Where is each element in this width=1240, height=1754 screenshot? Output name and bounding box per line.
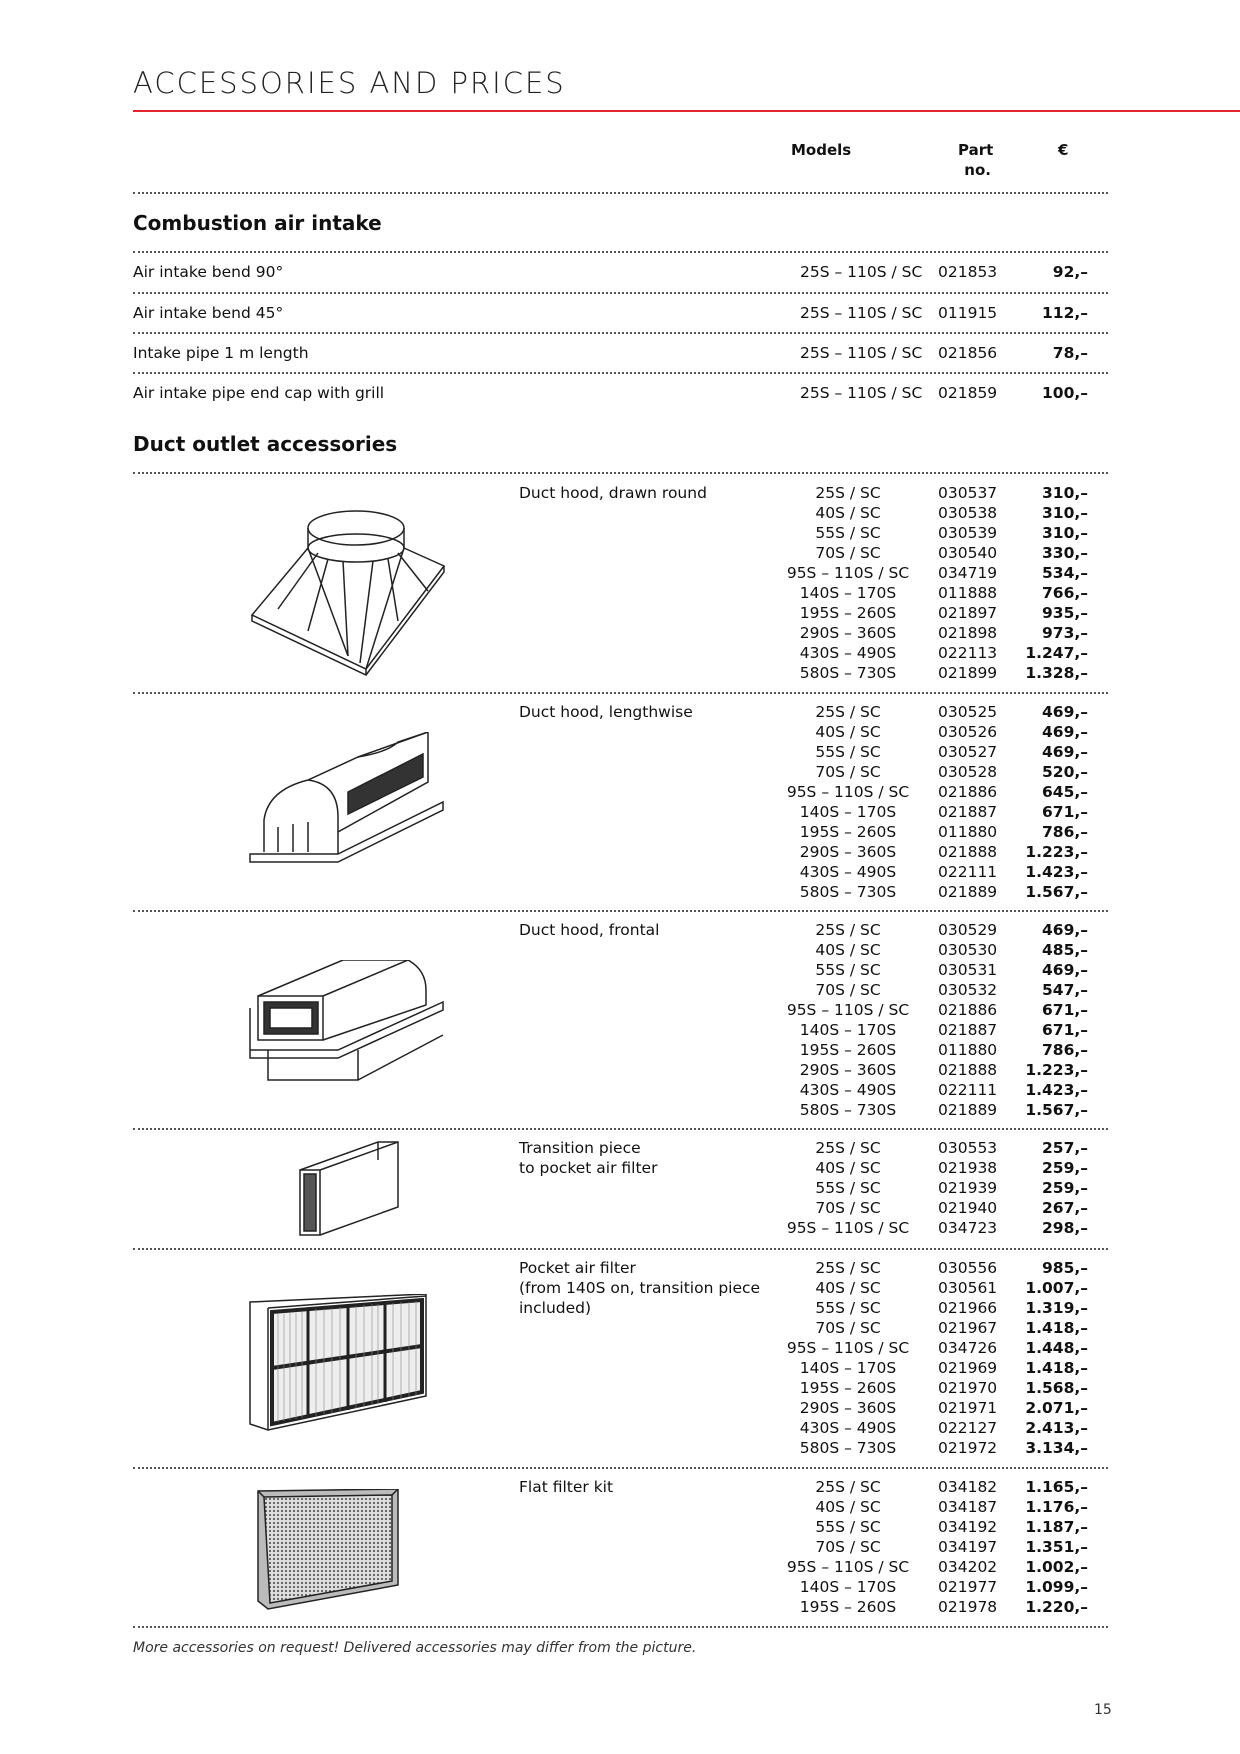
item-part-no: 011915 <box>938 304 998 322</box>
item-model: 580S – 730S <box>799 883 897 901</box>
item-part-no: 021977 <box>938 1578 998 1596</box>
item-model: 580S – 730S <box>799 1439 897 1457</box>
item-part-no: 030527 <box>938 743 998 761</box>
item-part-no: 034719 <box>938 564 998 582</box>
table-row <box>133 1258 1108 1278</box>
item-price: 469,– <box>1042 921 1088 939</box>
page-title: ACCESSORIES AND PRICES <box>133 66 566 100</box>
item-price: 645,– <box>1042 783 1088 801</box>
item-part-no: 030531 <box>938 961 998 979</box>
item-price: 3.134,– <box>1025 1439 1088 1457</box>
section-title-duct-outlet: Duct outlet accessories <box>133 432 398 456</box>
item-part-no: 021887 <box>938 1021 998 1039</box>
item-part-no: 022127 <box>938 1419 998 1437</box>
header-currency: € <box>1058 141 1069 159</box>
item-part-no: 011888 <box>938 584 998 602</box>
item-name: Air intake bend 90° <box>133 263 284 281</box>
divider <box>133 1128 1108 1130</box>
item-model: 40S / SC <box>815 1159 881 1177</box>
item-part-no: 030537 <box>938 484 998 502</box>
item-part-no: 021969 <box>938 1359 998 1377</box>
item-part-no: 021856 <box>938 344 998 362</box>
item-name: Duct hood, frontal <box>519 921 660 939</box>
item-model: 55S / SC <box>815 524 881 542</box>
accessory-duct-hood-frontal <box>133 920 1108 1120</box>
item-rows <box>133 702 1108 902</box>
item-price: 1.448,– <box>1025 1339 1088 1357</box>
item-model: 25S / SC <box>815 921 881 939</box>
item-price: 1.568,– <box>1025 1379 1088 1397</box>
table-row <box>133 980 1108 1000</box>
item-part-no: 030528 <box>938 763 998 781</box>
table-row <box>133 1158 1108 1178</box>
item-model: 580S – 730S <box>799 664 897 682</box>
item-model: 40S / SC <box>815 723 881 741</box>
table-row <box>133 1100 1108 1120</box>
item-price: 1.099,– <box>1025 1578 1088 1596</box>
item-price: 1.351,– <box>1025 1538 1088 1556</box>
item-model: 25S – 110S / SC <box>800 304 923 322</box>
item-price: 1.223,– <box>1025 1061 1088 1079</box>
table-row <box>133 1080 1108 1100</box>
item-price: 1.165,– <box>1025 1478 1088 1496</box>
footnote: More accessories on request! Delivered accessories may differ from the picture. <box>133 1640 697 1656</box>
item-model: 95S – 110S / SC <box>786 1339 910 1357</box>
item-part-no: 030532 <box>938 981 998 999</box>
item-price: 1.220,– <box>1025 1598 1088 1616</box>
item-model: 95S – 110S / SC <box>786 564 910 582</box>
divider <box>133 251 1108 253</box>
item-part-no: 021888 <box>938 1061 998 1079</box>
item-price: 973,– <box>1042 624 1088 642</box>
table-row <box>133 263 1108 285</box>
table-row <box>133 643 1108 663</box>
table-row <box>133 1398 1108 1418</box>
item-name-line1: Transition piece <box>519 1139 641 1157</box>
item-model: 25S – 110S / SC <box>800 384 923 402</box>
table-row <box>133 344 1108 366</box>
item-name-line2: (from 140S on, transition piece <box>519 1279 761 1297</box>
header-part-line1: Part <box>958 141 994 159</box>
item-model: 95S – 110S / SC <box>786 783 910 801</box>
item-price: 1.002,– <box>1025 1558 1088 1576</box>
item-model: 55S / SC <box>815 1179 881 1197</box>
item-model: 195S – 260S <box>799 1041 897 1059</box>
item-model: 25S – 110S / SC <box>800 344 923 362</box>
item-name: Flat filter kit <box>519 1478 614 1496</box>
item-price: 469,– <box>1042 703 1088 721</box>
table-row <box>133 1557 1108 1577</box>
item-price: 1.319,– <box>1025 1299 1088 1317</box>
item-model: 55S / SC <box>815 1299 881 1317</box>
item-model: 40S / SC <box>815 504 881 522</box>
item-model: 95S – 110S / SC <box>786 1001 910 1019</box>
item-price: 1.176,– <box>1025 1498 1088 1516</box>
divider <box>133 372 1108 374</box>
item-model: 430S – 490S <box>799 1081 897 1099</box>
item-price: 1.418,– <box>1025 1359 1088 1377</box>
item-name: Duct hood, lengthwise <box>519 703 693 721</box>
table-row <box>133 1438 1108 1458</box>
item-price: 310,– <box>1042 524 1088 542</box>
item-model: 70S / SC <box>815 1199 881 1217</box>
item-model: 95S – 110S / SC <box>786 1219 910 1237</box>
item-part-no: 021887 <box>938 803 998 821</box>
item-model: 40S / SC <box>815 1279 881 1297</box>
item-price: 1.423,– <box>1025 863 1088 881</box>
item-model: 195S – 260S <box>799 1379 897 1397</box>
item-model: 140S – 170S <box>799 1359 897 1377</box>
table-row <box>133 1537 1108 1557</box>
item-part-no: 022113 <box>938 644 998 662</box>
item-model: 25S / SC <box>815 703 881 721</box>
table-row <box>133 663 1108 683</box>
item-part-no: 022111 <box>938 1081 998 1099</box>
item-model: 70S / SC <box>815 1538 881 1556</box>
item-part-no: 021899 <box>938 664 998 682</box>
item-part-no: 021967 <box>938 1319 998 1337</box>
item-part-no: 021978 <box>938 1598 998 1616</box>
header-part <box>958 140 993 180</box>
item-price: 92,– <box>1052 263 1088 281</box>
divider <box>133 292 1108 294</box>
item-part-no: 021859 <box>938 384 998 402</box>
item-name: Air intake bend 45° <box>133 304 284 322</box>
item-part-no: 034723 <box>938 1219 998 1237</box>
item-price: 671,– <box>1042 803 1088 821</box>
divider <box>133 910 1108 912</box>
table-row <box>133 762 1108 782</box>
table-row <box>133 1378 1108 1398</box>
table-row <box>133 1000 1108 1020</box>
table-row <box>133 1358 1108 1378</box>
item-model: 195S – 260S <box>799 604 897 622</box>
table-row <box>133 742 1108 762</box>
table-row <box>133 583 1108 603</box>
item-model: 25S / SC <box>815 1478 881 1496</box>
header-models: Models <box>791 141 852 159</box>
item-price: 1.223,– <box>1025 843 1088 861</box>
item-part-no: 021898 <box>938 624 998 642</box>
item-part-no: 030556 <box>938 1259 998 1277</box>
item-part-no: 021971 <box>938 1399 998 1417</box>
item-price: 520,– <box>1042 763 1088 781</box>
item-model: 140S – 170S <box>799 803 897 821</box>
title-rule <box>133 110 1240 112</box>
divider <box>133 1248 1108 1250</box>
item-model: 140S – 170S <box>799 584 897 602</box>
item-name-line2: to pocket air filter <box>519 1159 658 1177</box>
table-row <box>133 1020 1108 1040</box>
item-price: 985,– <box>1042 1259 1088 1277</box>
item-part-no: 030538 <box>938 504 998 522</box>
item-model: 70S / SC <box>815 544 881 562</box>
item-model: 25S / SC <box>815 1139 881 1157</box>
item-model: 70S / SC <box>815 981 881 999</box>
item-price: 766,– <box>1042 584 1088 602</box>
item-part-no: 021889 <box>938 883 998 901</box>
item-name-line1: Pocket air filter <box>519 1259 636 1277</box>
table-row <box>133 1040 1108 1060</box>
item-price: 1.567,– <box>1025 883 1088 901</box>
item-part-no: 030530 <box>938 941 998 959</box>
table-row <box>133 523 1108 543</box>
item-price: 1.418,– <box>1025 1319 1088 1337</box>
item-rows <box>133 1477 1108 1617</box>
table-row <box>133 842 1108 862</box>
item-part-no: 021889 <box>938 1101 998 1119</box>
item-part-no: 034187 <box>938 1498 998 1516</box>
table-row <box>133 1338 1108 1358</box>
table-row <box>133 603 1108 623</box>
item-model: 140S – 170S <box>799 1578 897 1596</box>
item-part-no: 030529 <box>938 921 998 939</box>
item-model: 195S – 260S <box>799 1598 897 1616</box>
item-part-no: 034192 <box>938 1518 998 1536</box>
item-price: 2.071,– <box>1025 1399 1088 1417</box>
item-part-no: 034182 <box>938 1478 998 1496</box>
table-row <box>133 1060 1108 1080</box>
item-part-no: 030526 <box>938 723 998 741</box>
divider <box>133 472 1108 474</box>
table-row <box>133 862 1108 882</box>
item-price: 1.423,– <box>1025 1081 1088 1099</box>
table-row <box>133 1278 1108 1298</box>
accessory-duct-hood-lengthwise <box>133 702 1108 902</box>
item-price: 469,– <box>1042 961 1088 979</box>
table-row <box>133 722 1108 742</box>
item-price: 259,– <box>1042 1179 1088 1197</box>
item-part-no: 021938 <box>938 1159 998 1177</box>
item-model: 95S – 110S / SC <box>786 1558 910 1576</box>
table-row <box>133 1477 1108 1497</box>
item-price: 671,– <box>1042 1001 1088 1019</box>
table-row <box>133 702 1108 722</box>
item-model: 290S – 360S <box>799 1399 897 1417</box>
item-price: 786,– <box>1042 1041 1088 1059</box>
header-part-line2: no. <box>964 161 991 179</box>
item-part-no: 030539 <box>938 524 998 542</box>
table-row <box>133 802 1108 822</box>
item-model: 40S / SC <box>815 941 881 959</box>
table-row <box>133 1517 1108 1537</box>
accessory-flat-filter-kit <box>133 1477 1108 1627</box>
item-price: 469,– <box>1042 723 1088 741</box>
item-part-no: 021970 <box>938 1379 998 1397</box>
item-part-no: 011880 <box>938 823 998 841</box>
divider <box>133 692 1108 694</box>
item-price: 534,– <box>1042 564 1088 582</box>
item-price: 1.007,– <box>1025 1279 1088 1297</box>
item-price: 257,– <box>1042 1139 1088 1157</box>
accessory-pocket-air-filter <box>133 1258 1108 1458</box>
item-model: 25S – 110S / SC <box>800 263 923 281</box>
item-name: Duct hood, drawn round <box>519 484 707 502</box>
table-row <box>133 1178 1108 1198</box>
table-row <box>133 1418 1108 1438</box>
divider <box>133 1626 1108 1628</box>
item-model: 430S – 490S <box>799 863 897 881</box>
accessory-duct-hood-round <box>133 483 1108 683</box>
divider <box>133 1467 1108 1469</box>
table-row <box>133 503 1108 523</box>
item-price: 78,– <box>1052 344 1088 362</box>
item-part-no: 021940 <box>938 1199 998 1217</box>
item-model: 290S – 360S <box>799 624 897 642</box>
item-model: 55S / SC <box>815 1518 881 1536</box>
item-price: 671,– <box>1042 1021 1088 1039</box>
table-row <box>133 1298 1108 1318</box>
item-model: 430S – 490S <box>799 644 897 662</box>
table-row <box>133 822 1108 842</box>
item-model: 430S – 490S <box>799 1419 897 1437</box>
item-name: Intake pipe 1 m length <box>133 344 309 362</box>
table-row <box>133 1497 1108 1517</box>
table-row <box>133 1218 1108 1238</box>
table-row <box>133 960 1108 980</box>
table-row <box>133 882 1108 902</box>
item-part-no: 021886 <box>938 783 998 801</box>
item-part-no: 030561 <box>938 1279 998 1297</box>
item-price: 469,– <box>1042 743 1088 761</box>
item-part-no: 021897 <box>938 604 998 622</box>
item-price: 310,– <box>1042 504 1088 522</box>
item-price: 2.413,– <box>1025 1419 1088 1437</box>
item-model: 25S / SC <box>815 484 881 502</box>
item-price: 1.567,– <box>1025 1101 1088 1119</box>
item-part-no: 030540 <box>938 544 998 562</box>
item-price: 485,– <box>1042 941 1088 959</box>
item-price: 1.328,– <box>1025 664 1088 682</box>
item-rows <box>133 1258 1108 1458</box>
item-part-no: 034197 <box>938 1538 998 1556</box>
item-model: 55S / SC <box>815 743 881 761</box>
item-model: 70S / SC <box>815 763 881 781</box>
item-price: 935,– <box>1042 604 1088 622</box>
item-model: 195S – 260S <box>799 823 897 841</box>
page-number: 15 <box>1094 1702 1112 1718</box>
item-model: 55S / SC <box>815 961 881 979</box>
item-part-no: 021966 <box>938 1299 998 1317</box>
item-part-no: 021939 <box>938 1179 998 1197</box>
divider <box>133 332 1108 334</box>
item-rows <box>133 1138 1108 1238</box>
table-row <box>133 1318 1108 1338</box>
item-price: 310,– <box>1042 484 1088 502</box>
item-model: 40S / SC <box>815 1498 881 1516</box>
item-price: 330,– <box>1042 544 1088 562</box>
table-row <box>133 543 1108 563</box>
table-row <box>133 483 1108 503</box>
item-price: 1.187,– <box>1025 1518 1088 1536</box>
item-part-no: 021886 <box>938 1001 998 1019</box>
table-row <box>133 920 1108 940</box>
table-row <box>133 1577 1108 1597</box>
item-rows <box>133 920 1108 1120</box>
item-model: 290S – 360S <box>799 1061 897 1079</box>
item-model: 140S – 170S <box>799 1021 897 1039</box>
item-part-no: 034726 <box>938 1339 998 1357</box>
accessory-transition-piece <box>133 1138 1108 1248</box>
table-row <box>133 384 1108 406</box>
table-row <box>133 304 1108 326</box>
item-model: 290S – 360S <box>799 843 897 861</box>
item-price: 259,– <box>1042 1159 1088 1177</box>
item-price: 786,– <box>1042 823 1088 841</box>
item-part-no: 022111 <box>938 863 998 881</box>
table-row <box>133 1198 1108 1218</box>
item-price: 298,– <box>1042 1219 1088 1237</box>
item-price: 112,– <box>1042 304 1088 322</box>
item-part-no: 021853 <box>938 263 998 281</box>
item-part-no: 021888 <box>938 843 998 861</box>
item-price: 267,– <box>1042 1199 1088 1217</box>
table-row <box>133 1597 1108 1617</box>
item-part-no: 030525 <box>938 703 998 721</box>
item-model: 70S / SC <box>815 1319 881 1337</box>
item-price: 100,– <box>1042 384 1088 402</box>
item-part-no: 011880 <box>938 1041 998 1059</box>
section-title-combustion: Combustion air intake <box>133 211 382 235</box>
table-row <box>133 782 1108 802</box>
item-price: 1.247,– <box>1025 644 1088 662</box>
table-row <box>133 940 1108 960</box>
item-name-line3: included) <box>519 1299 592 1317</box>
item-model: 25S / SC <box>815 1259 881 1277</box>
item-price: 547,– <box>1042 981 1088 999</box>
table-row <box>133 623 1108 643</box>
item-model: 580S – 730S <box>799 1101 897 1119</box>
item-part-no: 021972 <box>938 1439 998 1457</box>
divider <box>133 192 1108 194</box>
item-rows <box>133 483 1108 683</box>
table-row <box>133 1138 1108 1158</box>
item-part-no: 030553 <box>938 1139 998 1157</box>
item-part-no: 034202 <box>938 1558 998 1576</box>
table-row <box>133 563 1108 583</box>
item-name: Air intake pipe end cap with grill <box>133 384 385 402</box>
